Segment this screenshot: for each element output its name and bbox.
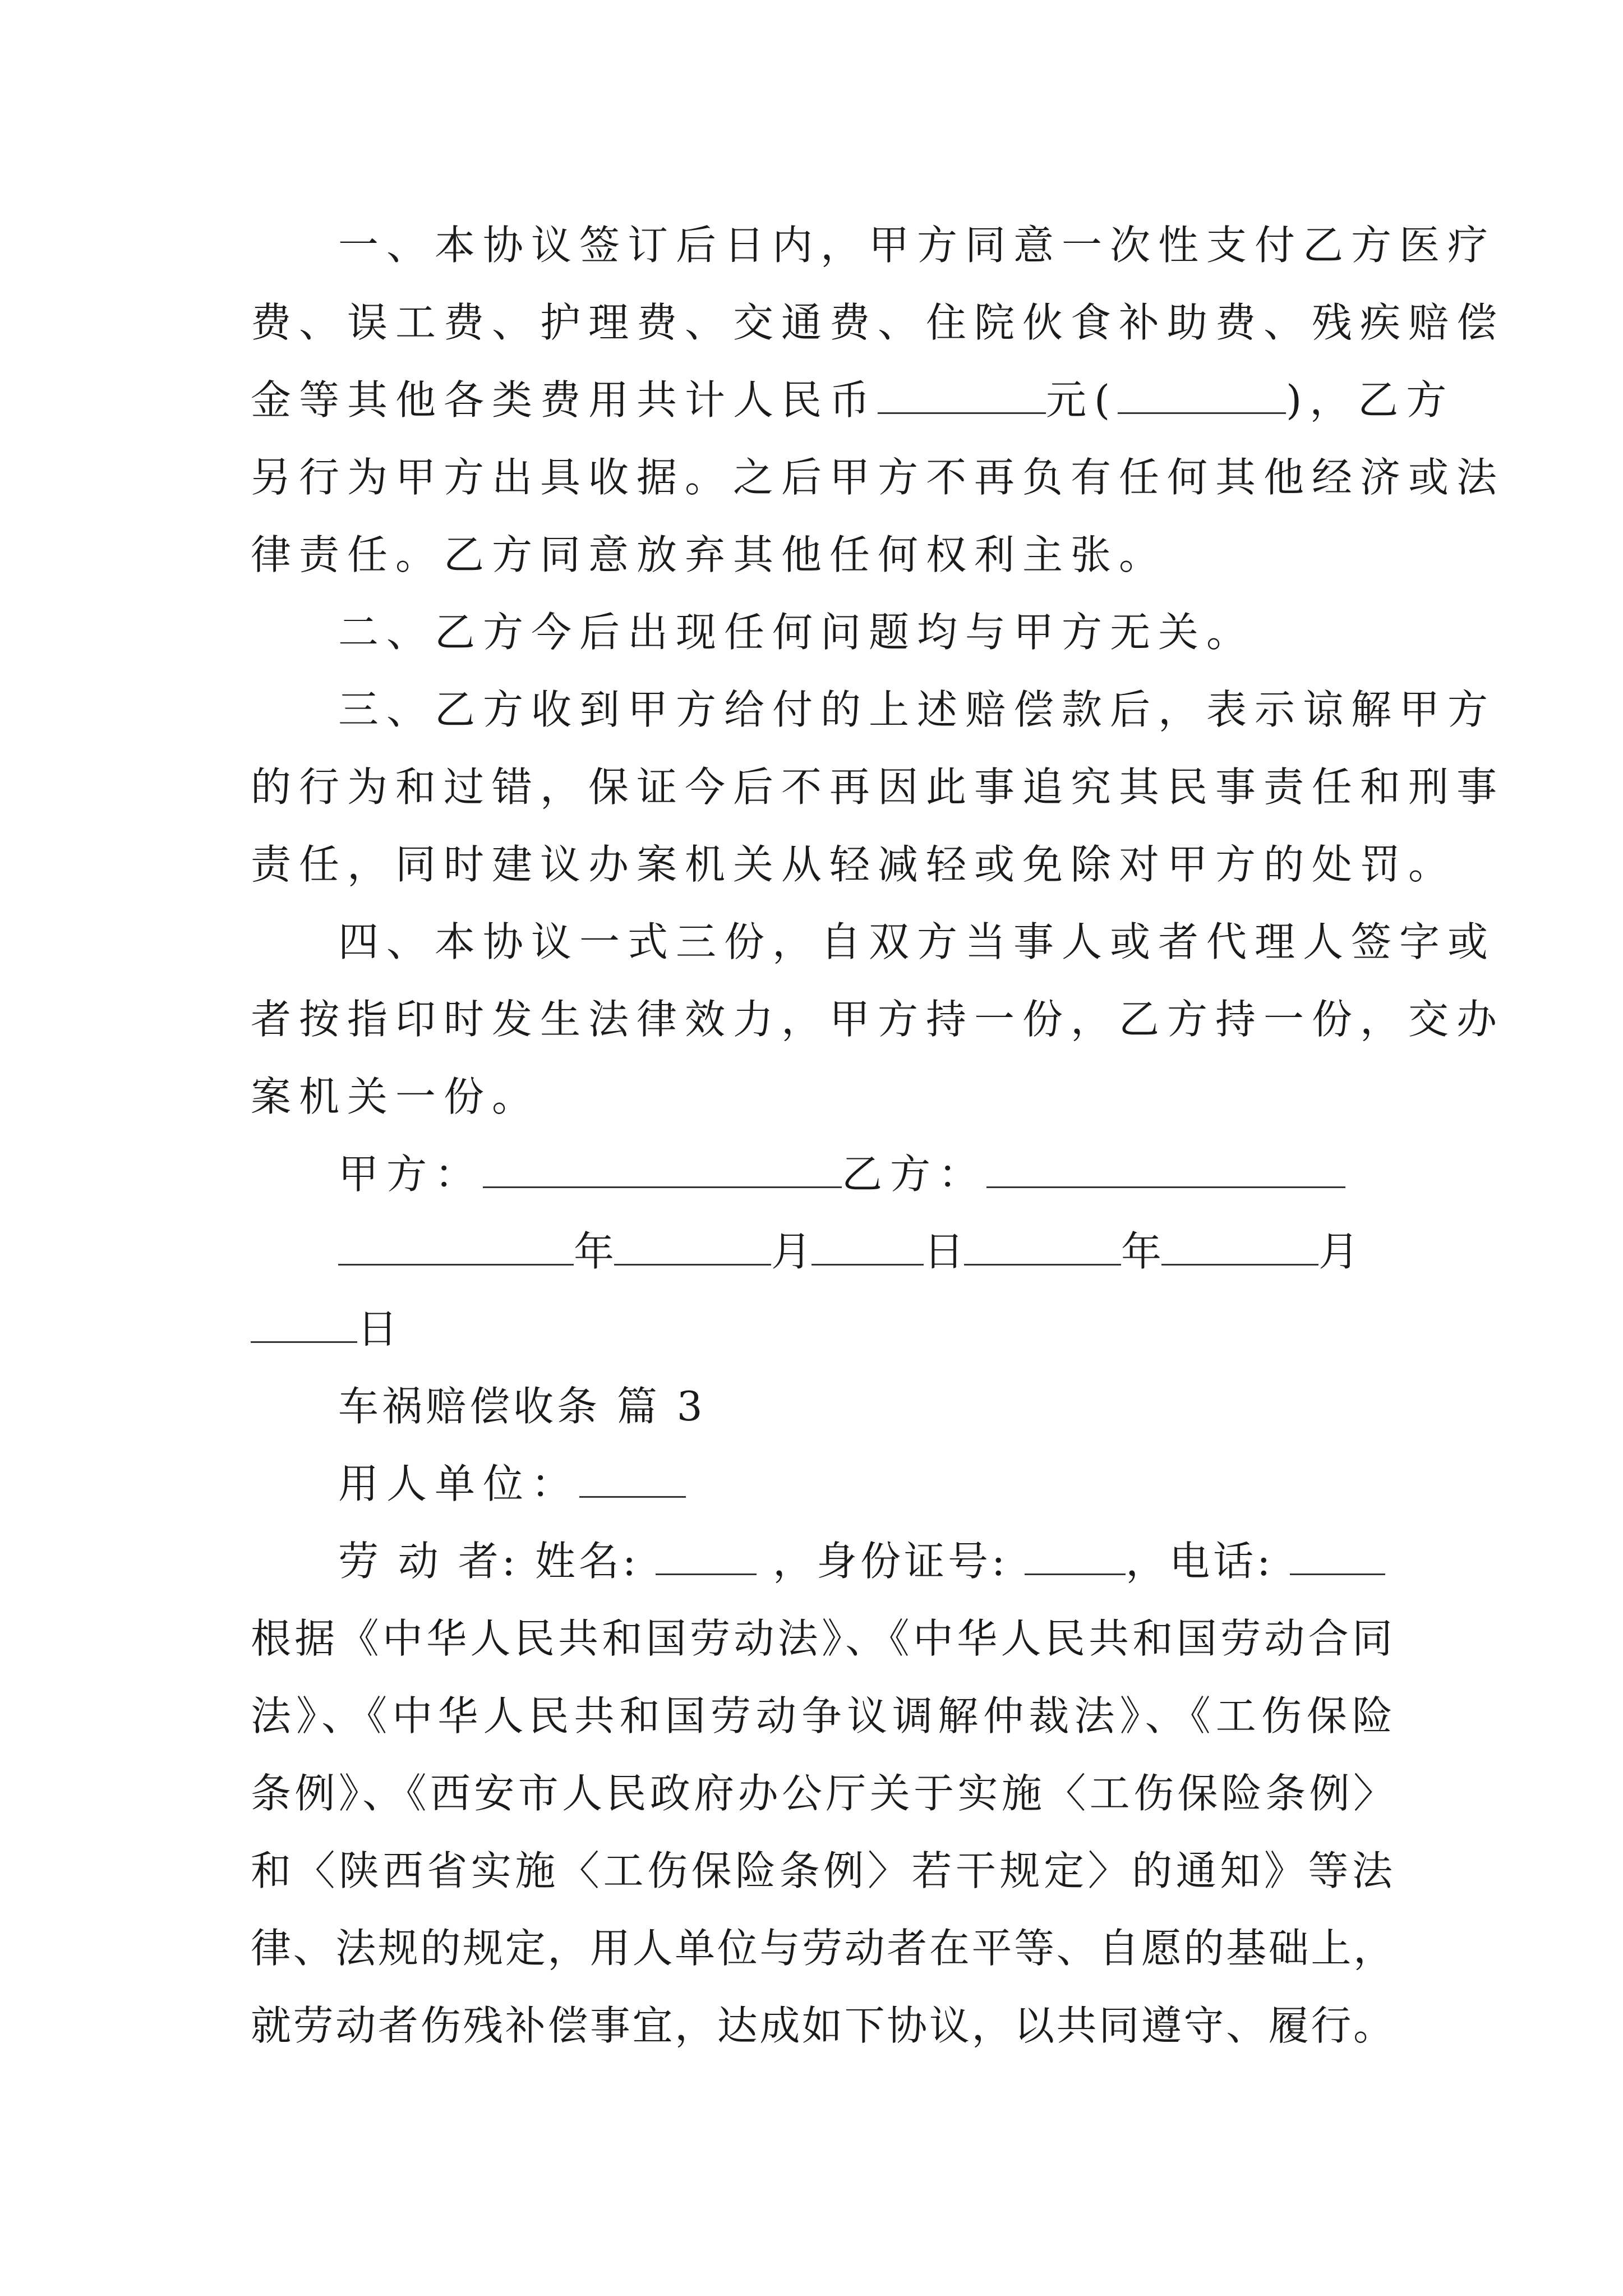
paragraph-1-line-2: 费、误工费、护理费、交通费、住院伙食补助费、残疾赔偿 <box>251 299 1505 346</box>
year-blank-b[interactable] <box>964 1229 1121 1266</box>
party-b-label: 乙方： <box>842 1151 987 1198</box>
paragraph-3-line-2: 的行为和过错，保证今后不再因此事追究其民事责任和刑事 <box>251 763 1505 811</box>
party-a-blank[interactable] <box>483 1152 842 1188</box>
date-line-continued <box>251 1301 1395 1357</box>
month-label: 月 <box>1318 1228 1359 1275</box>
worker-name-label: 劳 动 者: 姓名: <box>338 1538 640 1585</box>
paragraph-3-line-3: 责任，同时建议办案机关从轻减轻或免除对甲方的处罚。 <box>251 841 1457 888</box>
section-body-line-3: 条例》、《西安市人民政府办公厅关于实施〈工伤保险条例〉 <box>251 1770 1395 1817</box>
party-a-label: 甲方： <box>338 1151 483 1198</box>
section-body-line-1: 根据《中华人民共和国劳动法》、《中华人民共和国劳动合同 <box>251 1615 1395 1662</box>
paragraph-1-text: 元( <box>1046 376 1118 424</box>
paragraph-1-line-5: 律责任。乙方同意放弃其他任何权利主张。 <box>251 531 1168 578</box>
worker-info-line <box>338 1533 1395 1589</box>
employer-label: 用人单位： <box>338 1460 580 1507</box>
paragraph-4-line-3: 案机关一份。 <box>251 1073 541 1120</box>
id-number-blank[interactable] <box>1025 1539 1126 1575</box>
paragraph-1-text: )，乙方 <box>1286 376 1455 424</box>
year-label: 年 <box>1121 1228 1162 1275</box>
section-body-line-6: 就劳动者伤残补偿事宜，达成如下协议，以共同遵守、履行。 <box>251 2002 1395 2049</box>
month-label: 月 <box>771 1228 812 1275</box>
paragraph-1-line-3 <box>251 372 1455 428</box>
day-label: 日 <box>924 1228 965 1275</box>
phone-blank[interactable] <box>1290 1539 1385 1575</box>
section-title: 车祸赔偿收条 篇 3 <box>338 1383 706 1430</box>
paragraph-4-line-1: 四、本协议一式三份，自双方当事人或者代理人签字或 <box>338 918 1496 965</box>
signature-line <box>338 1146 1395 1202</box>
date-line <box>338 1223 1395 1280</box>
employer-blank[interactable] <box>579 1461 686 1498</box>
employer-line <box>338 1456 1395 1512</box>
section-body-line-5: 律、法规的规定，用人单位与劳动者在平等、自愿的基础上， <box>251 1925 1395 1972</box>
worker-name-blank[interactable] <box>656 1539 757 1575</box>
amount-blank[interactable] <box>878 378 1046 414</box>
party-b-blank[interactable] <box>986 1152 1345 1188</box>
paragraph-1-line-4: 另行为甲方出具收据。之后甲方不再负有任何其他经济或法 <box>251 454 1505 501</box>
id-number-label: ，身份证号: <box>772 1538 1009 1585</box>
section-body-line-2: 法》、《中华人民共和国劳动争议调解仲裁法》、《工伤保险 <box>251 1692 1395 1740</box>
day-label: 日 <box>357 1305 398 1352</box>
paragraph-1-line-1: 一、本协议签订后日内，甲方同意一次性支付乙方医疗 <box>338 222 1496 269</box>
day-blank-b[interactable] <box>251 1306 357 1343</box>
phone-label: ，电话: <box>1126 1538 1274 1585</box>
paragraph-3-line-1: 三、乙方收到甲方给付的上述赔偿款后，表示谅解甲方 <box>338 686 1496 733</box>
amount-words-blank[interactable] <box>1118 378 1286 414</box>
paragraph-1-text: 金等其他各类费用共计人民币 <box>251 376 878 424</box>
year-label: 年 <box>574 1228 615 1275</box>
year-blank-a[interactable] <box>338 1229 574 1266</box>
paragraph-2: 二、乙方今后出现任何问题均与甲方无关。 <box>338 609 1255 656</box>
month-blank-a[interactable] <box>614 1229 771 1266</box>
day-blank-a[interactable] <box>811 1229 924 1266</box>
section-body-line-4: 和〈陕西省实施〈工伤保险条例〉若干规定〉的通知》等法 <box>251 1847 1395 1894</box>
month-blank-b[interactable] <box>1161 1229 1318 1266</box>
paragraph-4-line-2: 者按指印时发生法律效力，甲方持一份，乙方持一份，交办 <box>251 996 1505 1043</box>
